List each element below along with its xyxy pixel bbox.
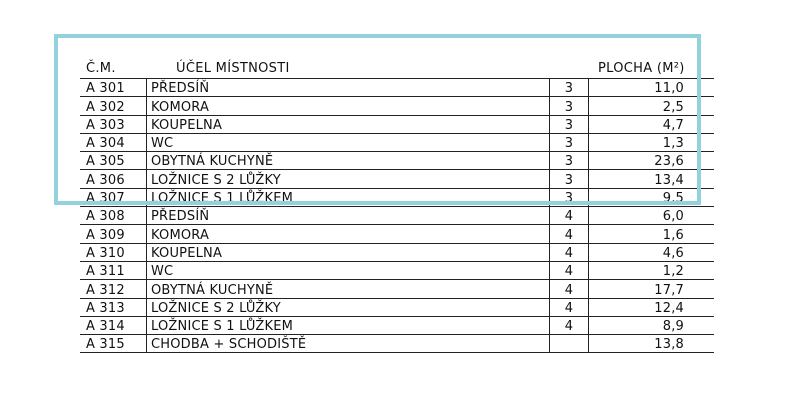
floor-cell: 4	[550, 225, 589, 243]
room-name-cell: OBYTNÁ KUCHYNĚ	[147, 280, 550, 298]
room-number-cell: A 309	[80, 225, 147, 243]
area-cell: 12,4	[589, 298, 715, 316]
room-number-cell: A 303	[80, 115, 147, 133]
table-row	[80, 207, 714, 225]
room-name-cell: CHODBA + SCHODIŠTĚ	[147, 335, 550, 353]
floor-cell: 3	[550, 152, 589, 170]
floor-cell: 4	[550, 207, 589, 225]
room-number-cell: A 301	[80, 79, 147, 97]
area-cell: 17,7	[589, 280, 715, 298]
room-name-cell: LOŽNICE S 2 LŮŽKY	[147, 298, 550, 316]
room-name-cell: PŘEDSÍŇ	[147, 207, 550, 225]
area-cell: 2,5	[589, 97, 715, 115]
floor-cell: 3	[550, 188, 589, 206]
table-row	[80, 152, 714, 170]
room-name-cell: PŘEDSÍŇ	[147, 79, 550, 97]
area-cell: 23,6	[589, 152, 715, 170]
area-cell: 11,0	[589, 79, 715, 97]
room-name-cell: KOMORA	[147, 225, 550, 243]
floor-cell: 4	[550, 298, 589, 316]
area-cell: 1,6	[589, 225, 715, 243]
area-cell: 9,5	[589, 188, 715, 206]
table-row	[80, 133, 714, 151]
column-header-area: PLOCHA (M²)	[598, 61, 685, 76]
floor-cell: 3	[550, 97, 589, 115]
table-row	[80, 261, 714, 279]
table-row	[80, 335, 714, 353]
room-name-cell: OBYTNÁ KUCHYNĚ	[147, 152, 550, 170]
floor-cell: 4	[550, 280, 589, 298]
room-name-cell: LOŽNICE S 2 LŮŽKY	[147, 170, 550, 188]
room-number-cell: A 305	[80, 152, 147, 170]
floor-cell: 4	[550, 261, 589, 279]
area-cell: 8,9	[589, 316, 715, 334]
floor-cell: 4	[550, 243, 589, 261]
floor-cell: 3	[550, 170, 589, 188]
room-number-cell: A 302	[80, 97, 147, 115]
table-row	[80, 243, 714, 261]
room-name-cell: KOUPELNA	[147, 115, 550, 133]
table-row	[80, 170, 714, 188]
column-header-room-number: Č.M.	[86, 61, 116, 76]
floor-cell: 3	[550, 133, 589, 151]
room-name-cell: KOMORA	[147, 97, 550, 115]
floor-cell: 3	[550, 79, 589, 97]
table-row	[80, 79, 714, 97]
room-number-cell: A 308	[80, 207, 147, 225]
room-number-cell: A 311	[80, 261, 147, 279]
room-number-cell: A 312	[80, 280, 147, 298]
table-row	[80, 188, 714, 206]
room-table	[80, 78, 714, 353]
room-number-cell: A 310	[80, 243, 147, 261]
area-cell: 13,8	[589, 335, 715, 353]
room-name-cell: LOŽNICE S 1 LŮŽKEM	[147, 316, 550, 334]
room-name-cell: WC	[147, 133, 550, 151]
area-cell: 1,2	[589, 261, 715, 279]
area-cell: 4,7	[589, 115, 715, 133]
table-row	[80, 298, 714, 316]
area-cell: 6,0	[589, 207, 715, 225]
table-row	[80, 280, 714, 298]
room-number-cell: A 313	[80, 298, 147, 316]
room-number-cell: A 306	[80, 170, 147, 188]
room-number-cell: A 314	[80, 316, 147, 334]
floor-cell: 4	[550, 316, 589, 334]
room-name-cell: LOŽNICE S 1 LŮŽKEM	[147, 188, 550, 206]
room-number-cell: A 304	[80, 133, 147, 151]
room-number-cell: A 315	[80, 335, 147, 353]
area-cell: 1,3	[589, 133, 715, 151]
room-name-cell: KOUPELNA	[147, 243, 550, 261]
table-row	[80, 115, 714, 133]
table-row	[80, 316, 714, 334]
floor-cell: 3	[550, 115, 589, 133]
table-row	[80, 225, 714, 243]
area-cell: 4,6	[589, 243, 715, 261]
room-number-cell: A 307	[80, 188, 147, 206]
floor-cell	[550, 335, 589, 353]
column-header-room-purpose: ÚČEL MÍSTNOSTI	[176, 61, 290, 76]
area-cell: 13,4	[589, 170, 715, 188]
table-row	[80, 97, 714, 115]
room-name-cell: WC	[147, 261, 550, 279]
